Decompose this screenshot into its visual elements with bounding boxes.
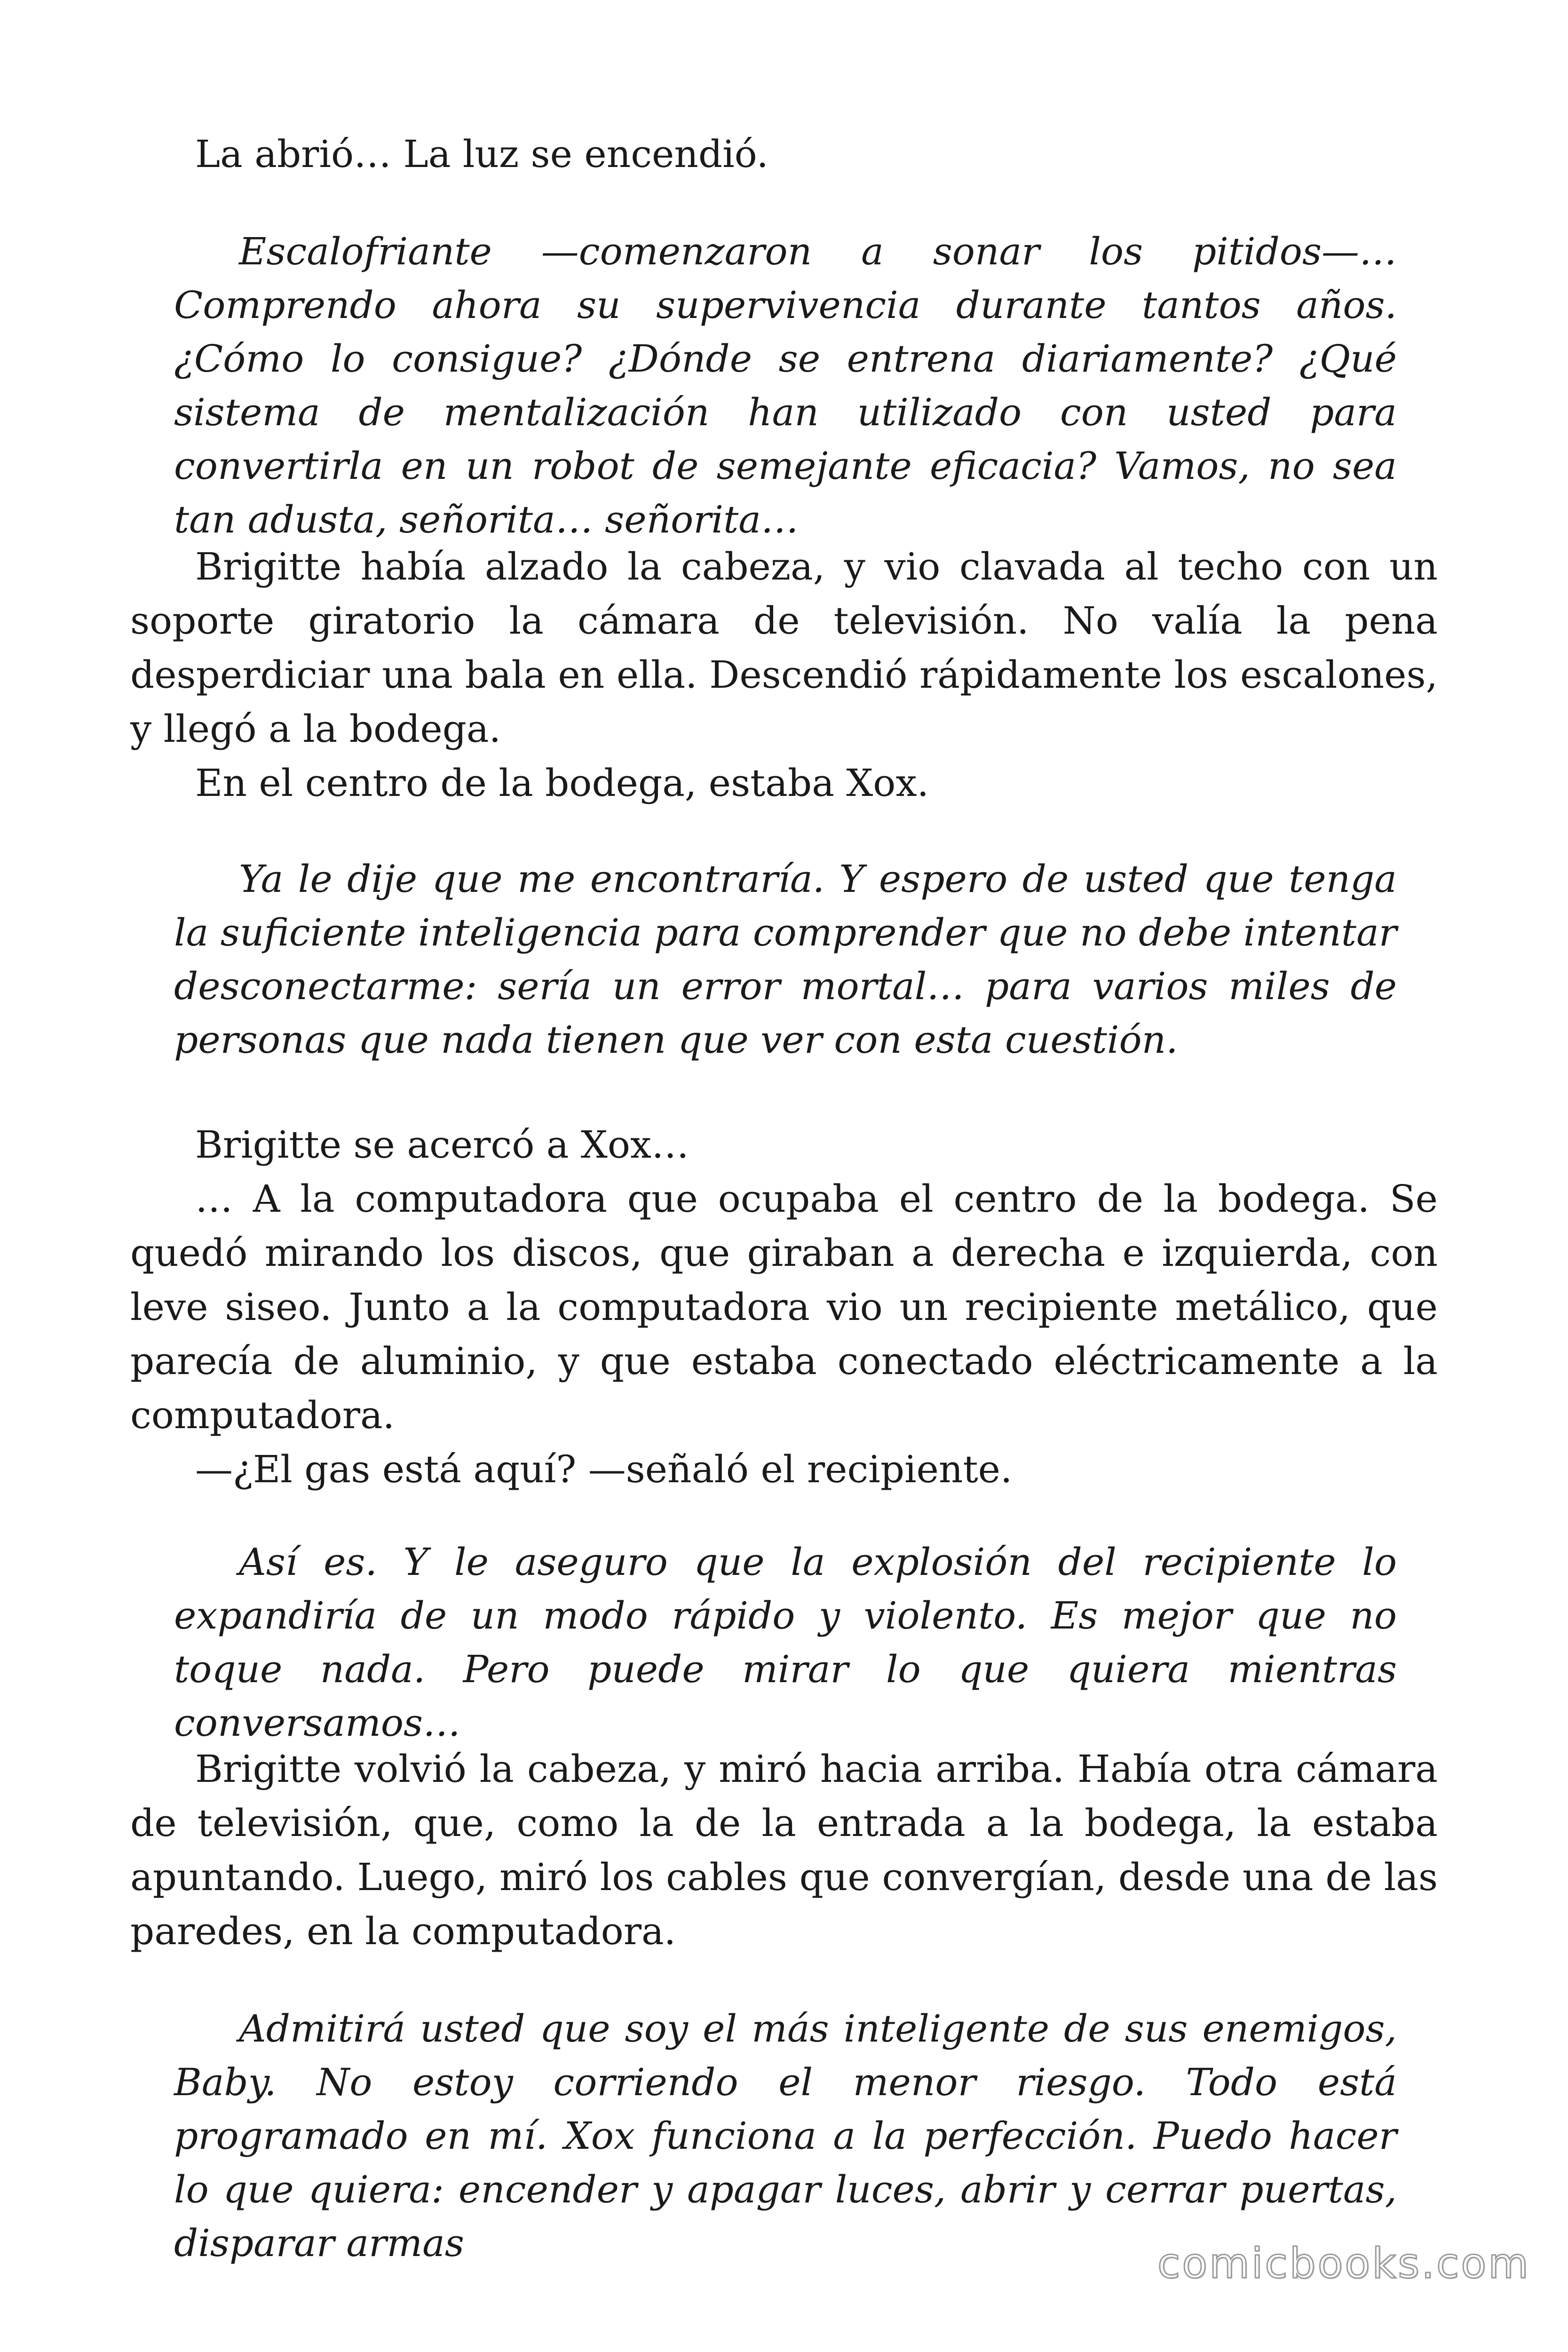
paragraph: Brigitte había alzado la cabeza, y vio clavada al techo con un soporte giratorio la cámara de televisión. No valía la pena desperdiciar una bala en ella. Descendió rápidamente los escalones, y llegó a la bodega. [130, 545, 1438, 751]
computer-voice-quote-4 [174, 2002, 1397, 2270]
paragraph: Brigitte se acercó a Xox… [195, 1123, 689, 1167]
paragraph: —¿El gas está aquí? —señaló el recipiente. [195, 1447, 1013, 1491]
quote-paragraph: Admitirá usted que soy el más inteligente de sus enemigos, Baby. No estoy corriendo el menor riesgo. Todo está programado en mí. Xox funciona a la perfección. Puedo hacer lo que quiera: encender y apagar luces, abrir y cerrar puertas, disparar armas [174, 2007, 1397, 2265]
paragraph: La abrió… La luz se encendió. [195, 132, 768, 176]
quote-paragraph: Escalofriante —comenzaron a sonar los pitidos—… Comprendo ahora su supervivencia durante tantos años. ¿Cómo lo consigue? ¿Dónde se entrena diariamente? ¿Qué sistema de mentalización han utilizado con usted para convertirla en un robot de semejante eficacia? Vamos, no sea tan adusta, señorita… señorita… [174, 230, 1397, 541]
narrative-block-3 [130, 1118, 1438, 1496]
computer-voice-quote-2 [174, 852, 1397, 1067]
paragraph: Brigitte volvió la cabeza, y miró hacia arriba. Había otra cámara de televisión, que, como la de la entrada a la bodega, la estaba apuntando. Luego, miró los cables que convergían, desde una de las paredes, en la computadora. [130, 1747, 1438, 1953]
paragraph: … A la computadora que ocupaba el centro de la bodega. Se quedó mirando los discos, que giraban a derecha e izquierda, con leve siseo. Junto a la computadora vio un recipiente metálico, que parecía de aluminio, y que estaba conectado eléctricamente a la computadora. [130, 1177, 1438, 1437]
narrative-block-4 [130, 1742, 1438, 1958]
narrative-block-1 [130, 127, 1438, 181]
computer-voice-quote-3 [174, 1535, 1397, 1750]
narrative-block-2 [130, 540, 1438, 810]
quote-paragraph: Así es. Y le aseguro que la explosión del recipiente lo expandiría de un modo rápido y violento. Es mejor que no toque nada. Pero puede mirar lo que quiera mientras conversamos… [174, 1540, 1397, 1745]
paragraph: En el centro de la bodega, estaba Xox. [195, 761, 929, 805]
watermark: comicbooks.com [1157, 2239, 1530, 2288]
quote-paragraph: Ya le dije que me encontraría. Y espero de usted que tenga la suficiente inteligencia para comprender que no debe intentar desconectarme: sería un error mortal… para varios miles de personas que nada tienen que ver con esta cuestión. [174, 857, 1397, 1062]
computer-voice-quote-1 [174, 225, 1397, 547]
